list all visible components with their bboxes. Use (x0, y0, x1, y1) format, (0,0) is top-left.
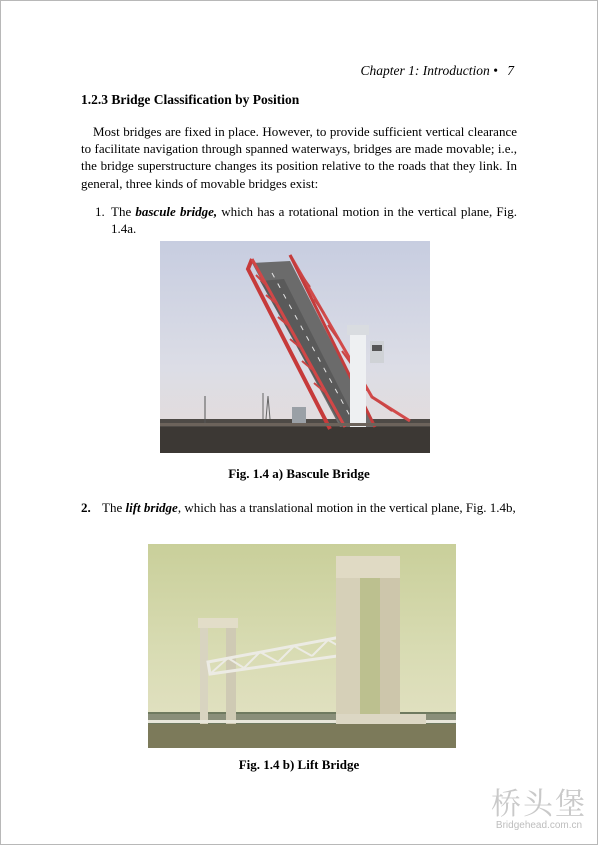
lift-bridge-photo (148, 544, 456, 748)
bascule-bridge-image (160, 241, 430, 453)
watermark-english: Bridgehead.com.cn (495, 820, 583, 831)
header-title: Chapter 1: Introduction (360, 63, 490, 78)
list-item-prefix: The (111, 204, 132, 219)
list-item (95, 203, 517, 237)
intro-text: Most bridges are fixed in place. However, to provide sufficient vertical clearance to facilitate navigation through spanned waterways, bridges are made movable; i.e., the bridge superstructure changes its position relative to the roads that they link. In general, three kinds of movable bridges exist: (81, 124, 517, 191)
figure-caption-bascule: Fig. 1.4 a) Bascule Bridge (228, 466, 370, 481)
running-header (361, 63, 514, 79)
intro-paragraph (81, 123, 517, 192)
header-bullet: • (493, 63, 498, 78)
list-item-number: 1. (95, 204, 105, 219)
list-item-text: , which has a translational motion in the vertical plane, Fig. 1.4b, (177, 500, 516, 515)
list-item-number: 2. (81, 500, 91, 515)
bascule-bridge-photo (160, 241, 430, 453)
watermark-chinese: 桥头堡 (491, 787, 587, 822)
figure-caption-lift: Fig. 1.4 b) Lift Bridge (238, 757, 360, 772)
section-heading: 1.2.3 Bridge Classification by Position (81, 92, 300, 107)
list-item-term: bascule bridge, (135, 204, 218, 219)
list-item-text: which has a rotational motion in the vertical plane, Fig. 1.4a. (111, 204, 518, 237)
watermark-logo (484, 787, 594, 831)
lift-bridge-image (148, 544, 456, 748)
list-item (81, 499, 517, 516)
list-item-term: lift bridge (125, 500, 178, 515)
page-number: 7 (507, 63, 514, 78)
list-item-prefix: The (102, 500, 123, 515)
